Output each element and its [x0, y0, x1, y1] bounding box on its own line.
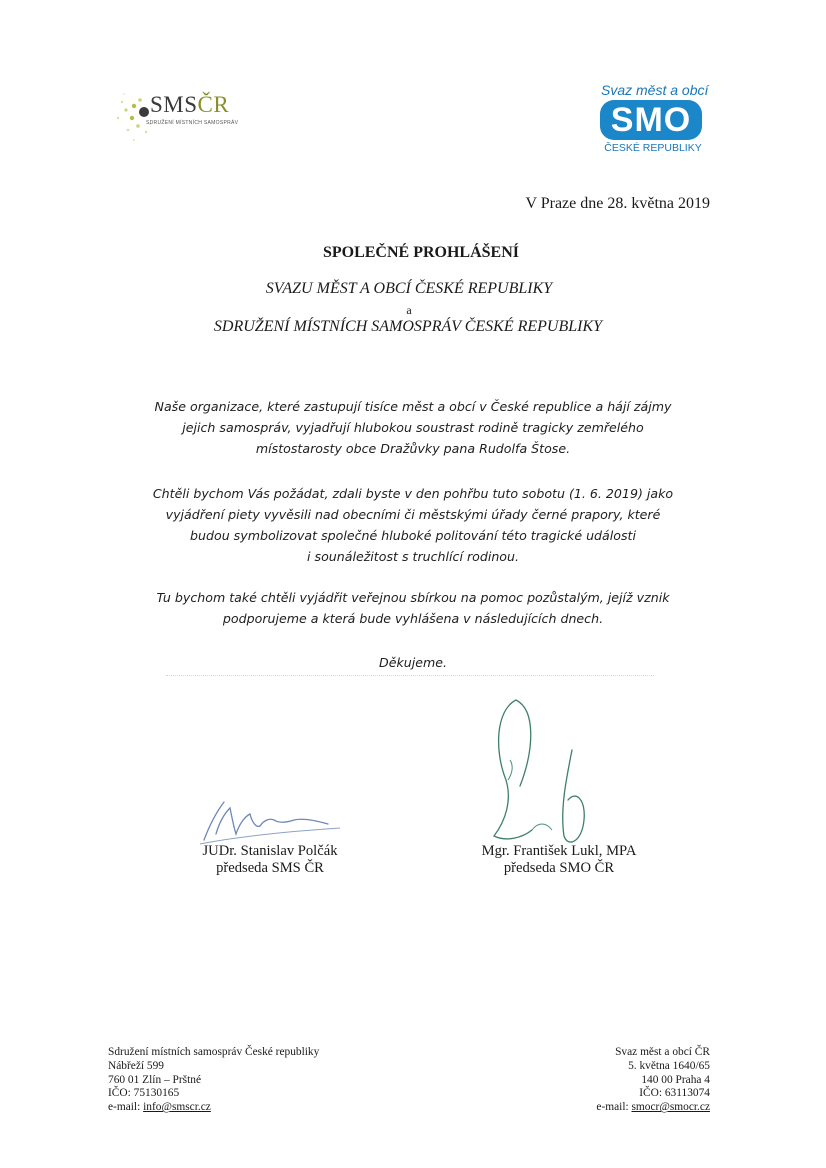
signature-polcak-image — [190, 794, 350, 850]
paragraph-line: Tu bychom také chtěli vyjádřit veřejnou sbírkou na pomoc pozůstalým, jejíž vznik — [156, 590, 670, 605]
body-paragraph-1 — [150, 396, 676, 459]
paragraph-line: Naše organizace, které zastupují tisíce měst a obcí v České republice a hájí zájmy — [154, 399, 672, 414]
footer-city: 140 00 Praha 4 — [641, 1073, 710, 1086]
smo-logo-top-text: Svaz měst a obcí — [601, 82, 709, 98]
footer-address-right — [596, 1046, 710, 1115]
signature-block-left — [190, 843, 350, 877]
footer-ico: IČO: 63113074 — [639, 1087, 710, 1100]
sms-tagline: SDRUŽENÍ MÍSTNÍCH SAMOSPRÁV — [146, 120, 239, 126]
smo-logo-main-text: SMO — [600, 100, 702, 140]
signatory-name: JUDr. Stanislav Polčák — [202, 843, 338, 859]
smo-cr-logo — [596, 80, 712, 160]
footer-org: Svaz měst a obcí ČR — [615, 1046, 710, 1058]
thanks-line: Děkujeme. — [379, 655, 447, 670]
signatory-role: předseda SMS ČR — [216, 860, 324, 876]
paragraph-line: vyjádření piety vyvěsili nad obecními či městskými úřady černé prapory, které — [165, 507, 661, 522]
footer-email-link[interactable]: smocr@smocr.cz — [631, 1101, 710, 1114]
footer-email-line — [596, 1101, 710, 1115]
paragraph-line: i sounáležitost s truchlící rodinou. — [307, 549, 519, 564]
date-line: V Praze dne 28. května 2019 — [525, 195, 710, 212]
signatory-name: Mgr. František Lukl, MPA — [481, 843, 637, 859]
signature-lukl-image — [476, 690, 596, 850]
footer-ico: IČO: 75130165 — [108, 1087, 180, 1100]
declaration-org-2: SDRUŽENÍ MÍSTNÍCH SAMOSPRÁV ČESKÉ REPUBLIKY — [213, 318, 603, 335]
sms-cr-logo — [110, 88, 260, 154]
paragraph-line: budou symbolizovat společné hluboké politování této tragické události — [190, 528, 636, 543]
declaration-title: SPOLEČNÉ PROHLÁŠENÍ — [322, 244, 520, 261]
footer-street: Nábřeží 599 — [108, 1059, 164, 1072]
footer-email-label: e-mail: — [108, 1101, 144, 1114]
signature-block-right — [454, 843, 664, 877]
footer-email-label: e-mail: — [596, 1101, 632, 1114]
body-paragraph-2 — [150, 483, 676, 567]
footer-email-link[interactable]: info@smscr.cz — [143, 1101, 211, 1114]
paragraph-line: jejich samospráv, vyjadřují hlubokou soustrast rodině tragicky zemřelého — [182, 420, 644, 435]
sms-wordmark: SMSČR — [150, 92, 230, 117]
paragraph-line: podporujeme a která bude vyhlášena v následujících dnech. — [222, 611, 604, 626]
footer-email-line — [108, 1101, 319, 1115]
paragraph-line: Chtěli bychom Vás požádat, zdali byste v den pohřbu tuto sobotu (1. 6. 2019) jako — [152, 486, 674, 501]
footer-address-left — [108, 1046, 319, 1115]
smo-logo-bottom-text: ČESKÉ REPUBLIKY — [604, 142, 702, 154]
declaration-org-1: SVAZU MĚST A OBCÍ ČESKÉ REPUBLIKY — [265, 280, 553, 297]
footer-city: 760 01 Zlín – Prštné — [108, 1073, 202, 1086]
declaration-conjunction: a — [406, 303, 412, 317]
footer-org: Sdružení místních samospráv České republiky — [108, 1046, 320, 1058]
body-paragraph-3 — [150, 587, 676, 629]
paragraph-line: místostarosty obce Dražůvky pana Rudolfa Štose. — [255, 441, 571, 456]
footer-street: 5. května 1640/65 — [628, 1059, 710, 1072]
signatory-role: předseda SMO ČR — [503, 860, 615, 876]
divider — [166, 675, 654, 676]
